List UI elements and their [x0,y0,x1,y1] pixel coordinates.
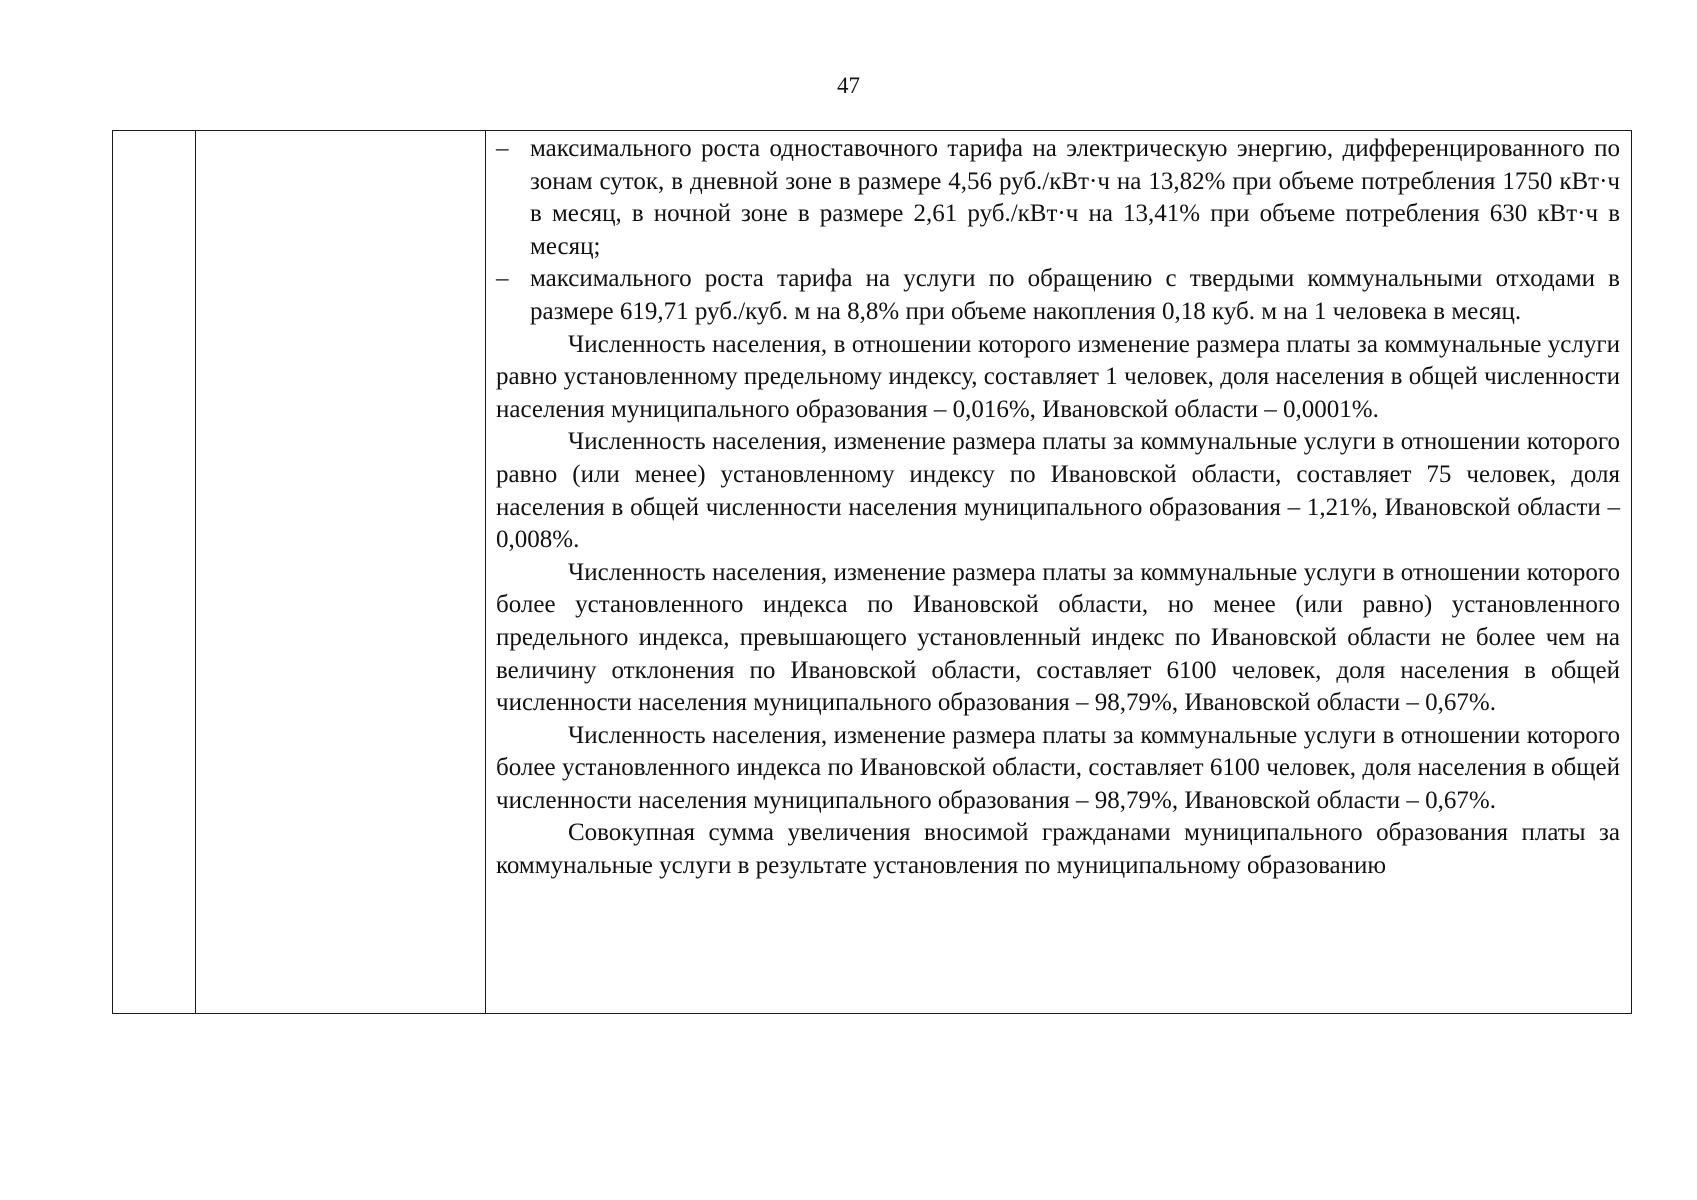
list-item [496,263,1620,328]
document-table [112,130,1632,1014]
bullet-text: максимального роста одноставочного тарифа на электрическую энергию, дифференцированного по зонам суток, в дневной зоне в размере 4,56 руб./кВт·ч на 13,82% при объеме потребления 1750 кВт·ч в месяц, в ночной зоне в размере 2,61 руб./кВт·ч на 13,41% при объеме потребления 630 кВт·ч в месяц; [530,135,1620,260]
paragraph: Численность населения, в отношении которого изменение размера платы за коммунальные услуги равно установленному предельному индексу, составляет 1 человек, доля населения в общей численности населения муниципального образования – 0,016%, Ивановской области – 0,0001%. [496,330,1620,423]
bullet-list [496,133,1620,329]
empty-cell-number [113,131,196,1014]
empty-cell-name [196,131,486,1014]
bullet-text: максимального роста тарифа на услуги по обращению с твердыми коммунальными отходами в размере 619,71 руб./куб. м на 8,8% при объеме накопления 0,18 куб. м на 1 человека в месяц. [530,265,1620,325]
paragraph: Совокупная сумма увеличения вносимой гражданами муниципального образования платы за коммунальные услуги в результате установления по муниципальному образованию [496,819,1620,880]
dash-marker: – [496,265,509,293]
paragraph: Численность населения, изменение размера платы за коммунальные услуги в отношении которого равно (или менее) установленному индексу по Ивановской области, составляет 75 человек, доля населения в общей численности населения муниципального образования – 1,21%, Ивановской области – 0,008%. [496,428,1620,554]
page-number: 47 [837,73,860,98]
paragraph: Численность населения, изменение размера платы за коммунальные услуги в отношении которого более установленного индекса по Ивановской области, составляет 6100 человек, доля населения в общей численности населения муниципального образования – 98,79%, Ивановской области – 0,67%. [496,721,1620,814]
list-item [496,133,1620,263]
content-cell [486,131,1632,1014]
dash-marker: – [496,135,509,162]
paragraph: Численность населения, изменение размера платы за коммунальные услуги в отношении которого более установленного индекса по Ивановской области, но менее (или равно) установленного предельного индекса, превышающего установленный индекс по Ивановской области не более чем на величину отклонения по Ивановской области, составляет 6100 человек, доля населения в общей численности населения муниципального образования – 98,79%, Ивановской области – 0,67%. [496,558,1620,717]
table-row [113,131,1632,1014]
